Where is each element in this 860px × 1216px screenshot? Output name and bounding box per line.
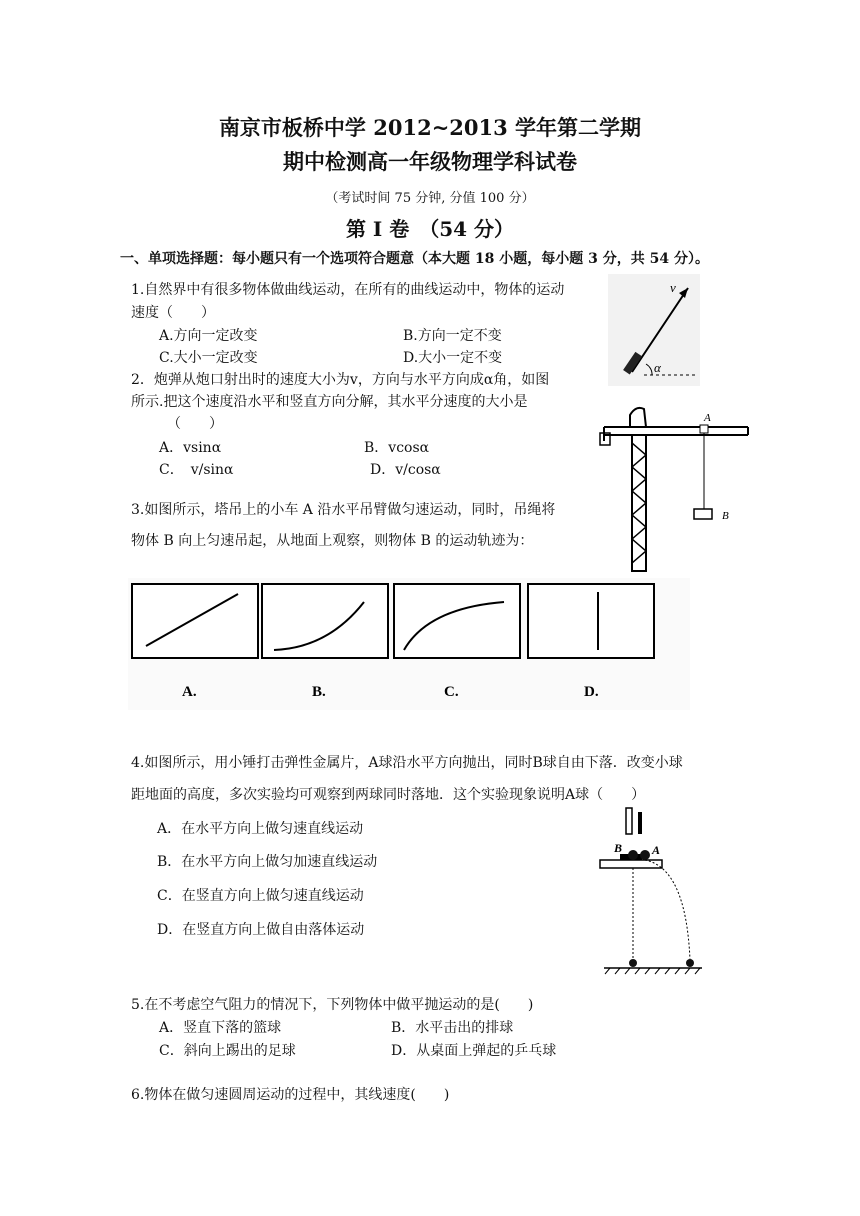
q3-stem-line1: 3.如图所示，塔吊上的小车 A 沿水平吊臂做匀速运动，同时，吊绳将 bbox=[131, 502, 556, 518]
exam-info: （考试时间 75 分钟, 分值 100 分） bbox=[325, 191, 535, 206]
q4-option-a: A．在水平方向上做匀速直线运动 bbox=[157, 821, 364, 837]
tower-crane-figure bbox=[598, 403, 758, 573]
q5-option-b: B．水平击出的排球 bbox=[391, 1020, 514, 1036]
q1-option-d: D.大小一定不变 bbox=[403, 350, 503, 366]
q4-stem-line1: 4.如图所示，用小锤打击弹性金属片，A球沿水平方向抛出，同时B球自由下落．改变小球 bbox=[131, 755, 683, 771]
q6-stem: 6.物体在做匀速圆周运动的过程中，其线速度( ) bbox=[131, 1087, 450, 1103]
q2-option-a: A．vsinα bbox=[159, 440, 222, 456]
trajectory-label-c: C. bbox=[444, 684, 459, 700]
q5-option-a: A．竖直下落的篮球 bbox=[159, 1020, 282, 1036]
q1-stem-line1: 1.自然界中有很多物体做曲线运动，在所有的曲线运动中，物体的运动 bbox=[131, 282, 565, 298]
trajectory-options-figure bbox=[128, 578, 690, 710]
cannon-velocity-figure bbox=[608, 274, 700, 386]
velocity-label: v bbox=[670, 280, 676, 295]
q4-option-d: D．在竖直方向上做自由落体运动 bbox=[157, 922, 365, 938]
trajectory-label-a: A. bbox=[182, 684, 197, 700]
q2-stem-line3: （ ） bbox=[167, 416, 223, 432]
q5-option-c: C．斜向上踢出的足球 bbox=[159, 1043, 296, 1059]
section-title: 第 Ⅰ 卷 （54 分） bbox=[345, 217, 515, 241]
exam-title-line2: 期中检测高一年级物理学科试卷 bbox=[283, 149, 577, 174]
section1-heading: 一、单项选择题：每小题只有一个选项符合题意（本大题 18 小题，每小题 3 分，共 54 分）。 bbox=[120, 251, 709, 267]
free-fall-projectile-figure bbox=[600, 808, 706, 976]
q2-option-d: D．v/cosα bbox=[370, 462, 441, 478]
q4-stem-line2: 距地面的高度，多次实验均可观察到两球同时落地．这个实验现象说明A球（ ） bbox=[131, 787, 646, 803]
q2-stem-line1: 2．炮弹从炮口射出时的速度大小为v，方向与水平方向成α角，如图 bbox=[131, 372, 550, 388]
q1-stem-line2: 速度（ ） bbox=[131, 305, 215, 321]
q1-option-b: B.方向一定不变 bbox=[403, 328, 502, 344]
q4-option-c: C．在竖直方向上做匀速直线运动 bbox=[157, 888, 364, 904]
exam-title-line1: 南京市板桥中学 2012~2013 学年第二学期 bbox=[218, 115, 642, 140]
q4-option-b: B．在水平方向上做匀加速直线运动 bbox=[157, 854, 378, 870]
q5-stem: 5.在不考虑空气阻力的情况下，下列物体中做平抛运动的是( ) bbox=[131, 997, 534, 1013]
q5-option-d: D．从桌面上弹起的乒乓球 bbox=[391, 1043, 557, 1059]
q1-option-c: C.大小一定改变 bbox=[159, 350, 258, 366]
crane-label-b: B bbox=[722, 510, 729, 522]
q2-option-b: B．vcosα bbox=[364, 440, 430, 456]
angle-alpha-label: α bbox=[654, 360, 661, 375]
q1-option-a: A.方向一定改变 bbox=[159, 328, 258, 344]
q2-option-c: C． v/sinα bbox=[159, 462, 234, 478]
q3-stem-line2: 物体 B 向上匀速吊起，从地面上观察，则物体 B 的运动轨迹为： bbox=[131, 533, 534, 549]
trajectory-label-d: D. bbox=[584, 684, 599, 700]
trajectory-label-b: B. bbox=[312, 684, 326, 700]
ball-label-a: A bbox=[652, 843, 661, 857]
q2-stem-line2: 所示.把这个速度沿水平和竖直方向分解，其水平分速度的大小是 bbox=[131, 394, 528, 410]
crane-label-a: A bbox=[704, 412, 711, 424]
ball-label-b: B bbox=[614, 841, 623, 855]
